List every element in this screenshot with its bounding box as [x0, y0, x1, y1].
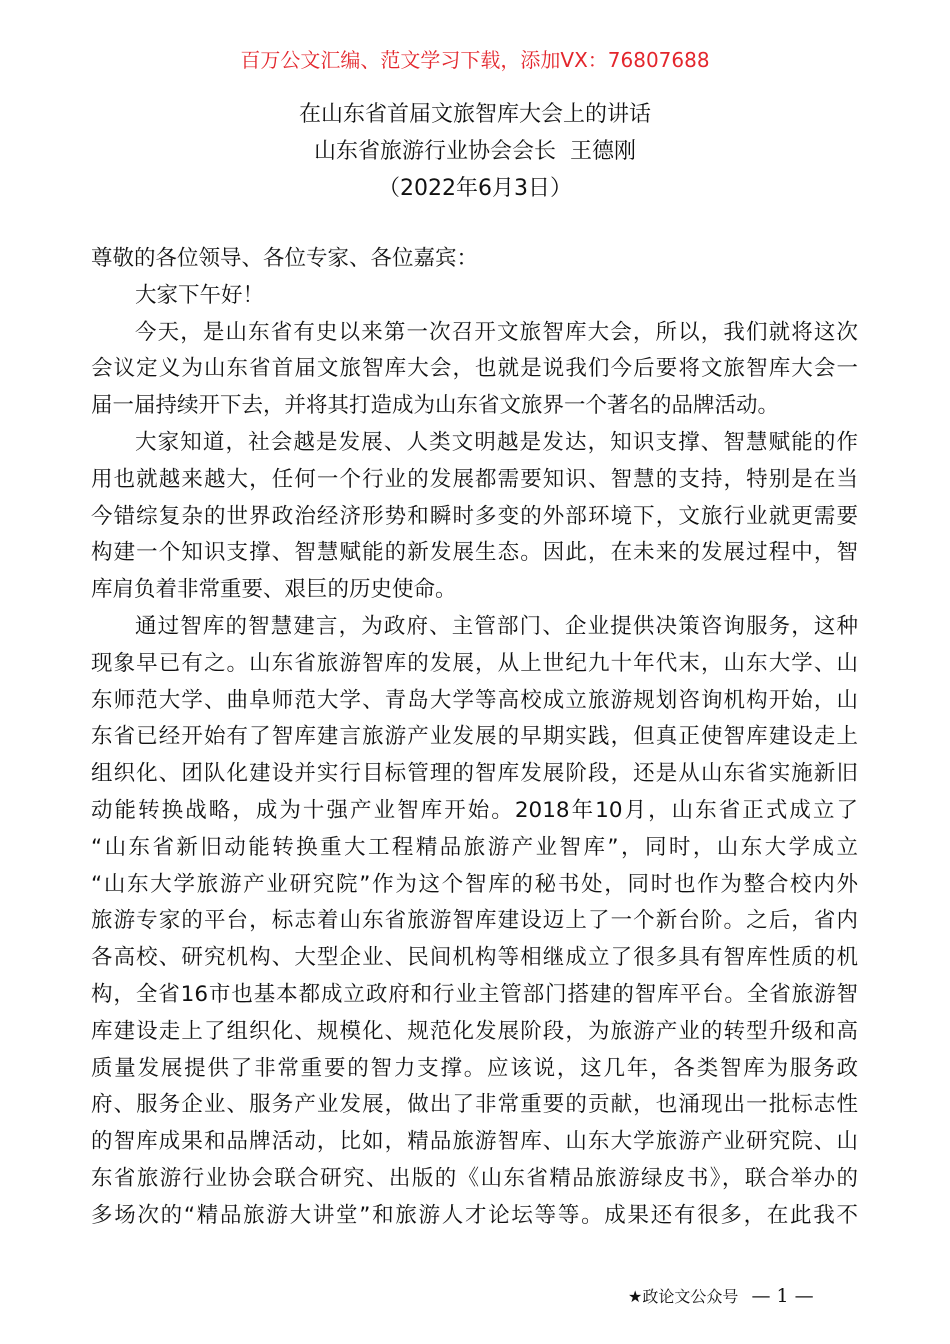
- footer-source: ★政论文公众号: [628, 1287, 739, 1306]
- text-line: “山东大学旅游产业研究院”作为这个智库的秘书处，同时也作为整合校内外: [91, 871, 858, 897]
- text-line: 届一届持续开下去，并将其打造成为山东省文旅界一个著名的品牌活动。: [91, 393, 780, 419]
- text-line: 尊敬的各位领导、各位专家、各位嘉宾：: [91, 246, 479, 271]
- text-line: 构，全省16市也基本都成立政府和行业主管部门搭建的智库平台。全省旅游智: [91, 981, 858, 1007]
- watermark-banner: 百万公文汇编、范文学习下载，添加VX：76807688: [240, 48, 710, 72]
- text-line: 东师范大学、曲阜师范大学、青岛大学等高校成立旅游规划咨询机构开始，山: [91, 687, 858, 713]
- text-line: 多场次的“精品旅游大讲堂”和旅游人才论坛等等。成果还有很多，在此我不: [91, 1202, 858, 1228]
- text-line: 库建设走上了组织化、规模化、规范化发展阶段，为旅游产业的转型升级和高: [91, 1018, 858, 1044]
- text-line: 东省旅游行业协会联合研究、出版的《山东省精品旅游绿皮书》，联合举办的: [91, 1165, 858, 1191]
- document-author: 山东省旅游行业协会会长 王德刚: [314, 139, 636, 164]
- paragraph: [91, 241, 858, 278]
- page-number: — 1 —: [751, 1285, 814, 1307]
- text-line: 东省已经开始有了智库建言旅游产业发展的早期实践，但真正使智库建设走上: [91, 724, 858, 750]
- text-line: 会议定义为山东省首届文旅智库大会，也就是说我们今后要将文旅智库大会一: [91, 356, 858, 382]
- text-line: “山东省新旧动能转换重大工程精品旅游产业智库”，同时，山东大学成立: [91, 834, 858, 860]
- paragraph: [91, 315, 858, 425]
- text-line: 各高校、研究机构、大型企业、民间机构等相继成立了很多具有智库性质的机: [91, 945, 858, 971]
- text-line: 构建一个知识支撑、智慧赋能的新发展生态。因此，在未来的发展过程中，智: [91, 540, 858, 566]
- document-body: [91, 241, 858, 1235]
- page-footer: [628, 1282, 814, 1311]
- text-line: 今天，是山东省有史以来第一次召开文旅智库大会，所以，我们就将这次: [135, 319, 858, 345]
- text-line: 组织化、团队化建设并实行目标管理的智库发展阶段，还是从山东省实施新旧: [91, 761, 858, 787]
- text-line: 现象早已有之。山东省旅游智库的发展，从上世纪九十年代末，山东大学、山: [91, 650, 858, 676]
- text-line: 旅游专家的平台，标志着山东省旅游智库建设迈上了一个新台阶。之后，省内: [91, 908, 858, 934]
- document-heading: [0, 96, 950, 207]
- document-title: 在山东省首届文旅智库大会上的讲话: [298, 102, 651, 127]
- text-line: 通过智库的智慧建言，为政府、主管部门、企业提供决策咨询服务，这种: [135, 613, 858, 639]
- text-line: 府、服务企业、服务产业发展，做出了非常重要的贡献，也涌现出一批标志性: [91, 1092, 858, 1118]
- text-line: 大家下午好！: [135, 282, 265, 308]
- text-line: 库肩负着非常重要、艰巨的历史使命。: [91, 577, 457, 603]
- paragraph: [91, 425, 858, 609]
- text-line: 的智库成果和品牌活动，比如，精品旅游智库、山东大学旅游产业研究院、山: [91, 1129, 858, 1155]
- text-line: 用也就越来越大，任何一个行业的发展都需要知识、智慧的支持，特别是在当: [91, 466, 858, 492]
- text-line: 质量发展提供了非常重要的智力支撑。应该说，这几年，各类智库为服务政: [91, 1055, 858, 1081]
- text-line: 动能转换战略，成为十强产业智库开始。2018年10月，山东省正式成立了: [91, 797, 858, 823]
- text-line: 大家知道，社会越是发展、人类文明越是发达，知识支撑、智慧赋能的作: [135, 429, 858, 455]
- text-line: 今错综复杂的世界政治经济形势和瞬时多变的外部环境下，文旅行业就更需要: [91, 503, 858, 529]
- paragraph: [91, 278, 858, 315]
- document-date: （2022年6月3日）: [378, 176, 572, 201]
- paragraph: [91, 609, 858, 1235]
